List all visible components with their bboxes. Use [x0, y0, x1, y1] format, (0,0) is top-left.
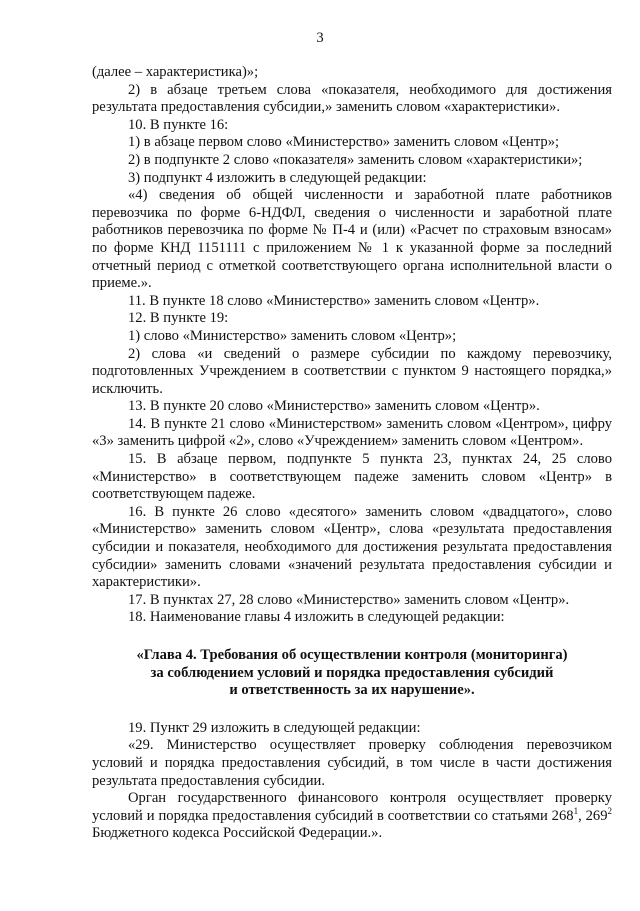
paragraph: 2) в абзаце третьем слова «показателя, необходимого для достижения результата предоставления субсидии,» заменить словом «характеристики».: [92, 81, 612, 116]
paragraph: «4) сведения об общей численности и заработной плате работников перевозчика по форме 6-НДФЛ, сведения о численности и заработной плате работников перевозчика по форме № П-4 и (или) «Расчет по страховым взносам» по форме КНД 1151111 с приложением № 1 к указанной форме за последний отчетный период с отметкой соответствующего органа исполнительной власти о приеме.».: [92, 187, 612, 292]
paragraph: 10. В пункте 16:: [128, 116, 229, 133]
page-number: 3: [316, 30, 324, 46]
superscript: 1: [573, 805, 579, 816]
chapter-heading-line: и ответственность за их нарушение».: [229, 682, 475, 699]
paragraph: (далее – характеристика)»;: [92, 64, 259, 80]
paragraph: 12. В пункте 19:: [128, 310, 229, 327]
paragraph: 2) слова «и сведений о размере субсидии по каждому перевозчику, подготовленных Учреждением в соответствии с пунктом 9 настоящего порядка,» исключить.: [92, 345, 612, 397]
paragraph: «29. Министерство осуществляет проверку соблюдения перевозчиком условий и порядка предоставления субсидий, в том числе в части достижения результата предоставления субсидии.: [92, 737, 612, 789]
paragraph: 13. В пункте 20 слово «Министерство» заменить словом «Центр».: [128, 398, 540, 415]
last-paragraph-separator: , 269: [578, 807, 608, 824]
paragraph: 2) в подпункте 2 слово «показателя» заменить словом «характеристики»;: [128, 151, 583, 168]
paragraph: 11. В пункте 18 слово «Министерство» заменить словом «Центр».: [128, 292, 540, 309]
document-body: [92, 64, 612, 843]
paragraph: 1) слово «Министерство» заменить словом «Центр»;: [128, 327, 457, 344]
last-paragraph-text: Орган государственного финансового контроля осуществляет проверку условий и порядка предоставления субсидий в соответствии со статьями 268: [92, 790, 612, 824]
paragraph: 16. В пункте 26 слово «десятого» заменить словом «двадцатого», слово «Министерство» заменить словом «Центр», слова «результата предоставления субсидии и показателя, необходимого для достижения результата предоставления субсидии» заменить словами «значений результата предоставления субсидии и характеристики».: [92, 503, 612, 591]
paragraph: 19. Пункт 29 изложить в следующей редакции:: [128, 719, 421, 736]
last-paragraph-tail: Бюджетного кодекса Российской Федерации.».: [92, 825, 383, 842]
paragraph: 18. Наименование главы 4 изложить в следующей редакции:: [128, 609, 505, 626]
paragraph: 3) подпункт 4 изложить в следующей редакции:: [128, 169, 427, 186]
paragraph: 17. В пунктах 27, 28 слово «Министерство» заменить словом «Центр».: [128, 591, 570, 608]
paragraph: 1) в абзаце первом слово «Министерство» заменить словом «Центр»;: [128, 134, 560, 151]
superscript: 2: [607, 805, 613, 816]
last-paragraph: [92, 790, 612, 843]
paragraph: 14. В пункте 21 слово «Министерством» заменить словом «Центром», цифру «3» заменить цифрой «2», слово «Учреждением» заменить словом «Центром».: [92, 415, 612, 450]
chapter-heading-line: «Глава 4. Требования об осуществлении контроля (мониторинга): [136, 647, 568, 663]
paragraph: 15. В абзаце первом, подпункте 5 пункта 23, пунктах 24, 25 слово «Министерство» в соответствующем падеже заменить словом «Центр» в соответствующем падеже.: [92, 451, 612, 503]
chapter-heading: [92, 647, 612, 700]
chapter-heading-line: за соблюдением условий и порядка предоставления субсидий: [150, 664, 554, 681]
